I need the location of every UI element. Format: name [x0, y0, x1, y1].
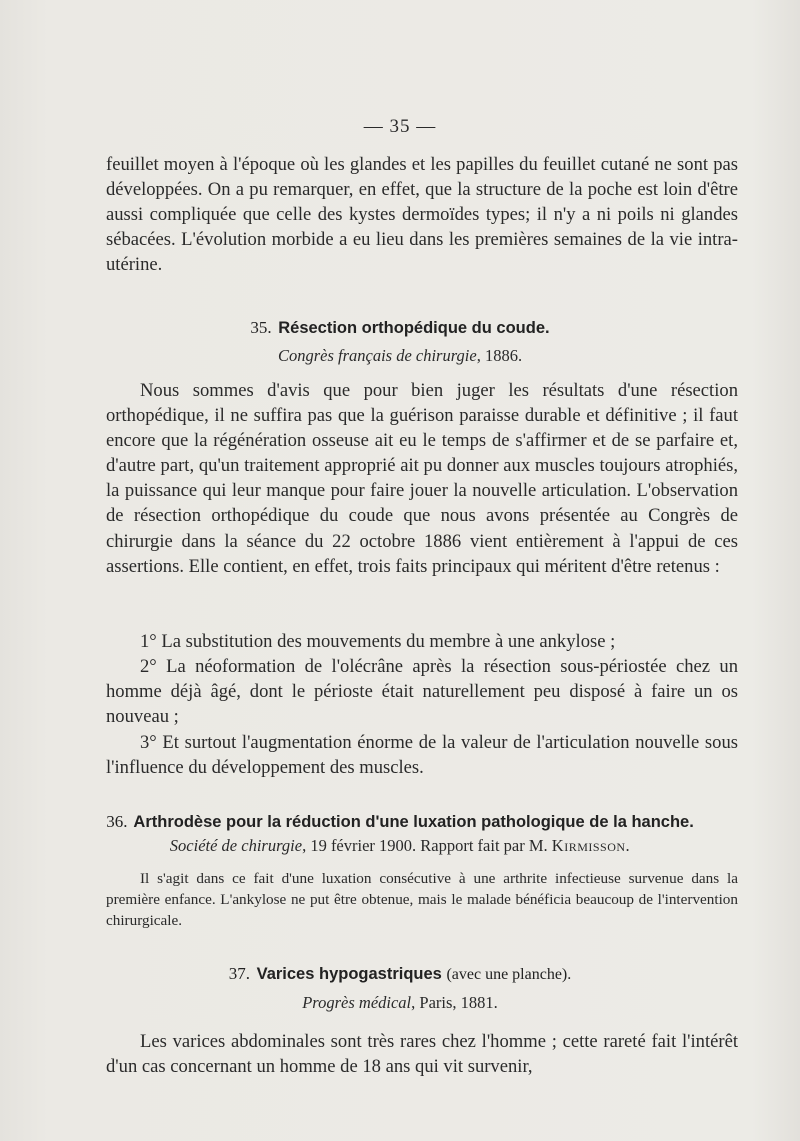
- section-37-title-note: (avec une planche).: [446, 966, 572, 983]
- section-36-title: Arthrodèse pour la réduction d'une luxation pathologique de la hanche.: [133, 813, 694, 831]
- section-37-body: Les varices abdominales sont très rares chez l'homme ; cette rareté fait l'intérêt d'un cas concernant un homme de 18 ans qui vit survenir,: [106, 1031, 738, 1078]
- section-35-item-2: 2° La néoformation de l'olécrâne après la résection sous-périostée chez un homme déjà âgé, dont le périoste était naturellement peu disposé à faire un os nouveau ;: [106, 656, 738, 728]
- section-36-source: [0, 836, 800, 856]
- intro-paragraph: feuillet moyen à l'époque où les glandes et les papilles du feuillet cutané ne sont pas développées. On a pu remarquer, en effet, que la structure de la poche est loin d'être aussi compliquée que celle des kystes dermoïdes types; il n'y a ni poils ni glandes sébacées. L'évolution morbide a eu lieu dans les premières semaines de la vie intra-utérine.: [106, 154, 738, 276]
- section-35-item-3: 3° Et surtout l'augmentation énorme de la valeur de l'articulation nouvelle sous l'influence du développement des muscles.: [106, 732, 738, 779]
- section-36-number: 36.: [106, 812, 128, 831]
- section-37-title: Varices hypogastriques: [256, 965, 442, 983]
- section-35-body: Nous sommes d'avis que pour bien juger les résultats d'une résection orthopédique, il ne suffira pas que la guérison paraisse durable et définitive ; il faut encore que la régénération osseuse ait eu le temps de s'affirmer et de se parfaire et, d'autre part, qu'un traitement approprié ait pu donner aux muscles toujours atrophiés, la puissance qui leur manque pour faire jouer la nouvelle articulation. L'observation de résection orthopédique du coude que nous avons présentée au Congrès de chirurgie dans la séance du 22 octobre 1886 vient entièrement à l'appui de ces assertions. Elle contient, en effet, trois faits principaux qui méritent d'être retenus :: [106, 380, 738, 577]
- section-35-heading: [0, 318, 800, 338]
- section-37-source-date: , Paris, 1881.: [411, 993, 498, 1012]
- section-37-source: [0, 993, 800, 1013]
- section-36-source-date: , 19 février 1900. Rapport fait par M.: [302, 836, 548, 855]
- section-35-title: Résection orthopédique du coude.: [278, 319, 550, 337]
- section-37-number: 37.: [228, 964, 250, 983]
- section-37-source-venue: Progrès médical: [302, 993, 412, 1012]
- section-36-heading: [0, 812, 800, 832]
- section-36-body: Il s'agit dans ce fait d'une luxation consécutive à une arthrite infectieuse survenue dans la première enfance. L'ankylose ne put être obtenue, mais le malade bénéficia beaucoup de l'intervention chirurgicale.: [106, 870, 738, 929]
- section-36-reporter: Kirmisson.: [551, 836, 631, 855]
- page-number: — 35 —: [363, 116, 437, 137]
- section-35-source-date: , 1886.: [476, 346, 523, 365]
- section-37-heading: [0, 964, 800, 984]
- section-35-source-venue: Congrès français de chirurgie: [277, 346, 477, 365]
- section-35-number: 35.: [250, 318, 272, 337]
- section-35-item-1: 1° La substitution des mouvements du membre à une ankylose ;: [140, 631, 616, 652]
- section-36-source-venue: Société de chirurgie: [169, 836, 303, 855]
- section-35-source: [0, 346, 800, 366]
